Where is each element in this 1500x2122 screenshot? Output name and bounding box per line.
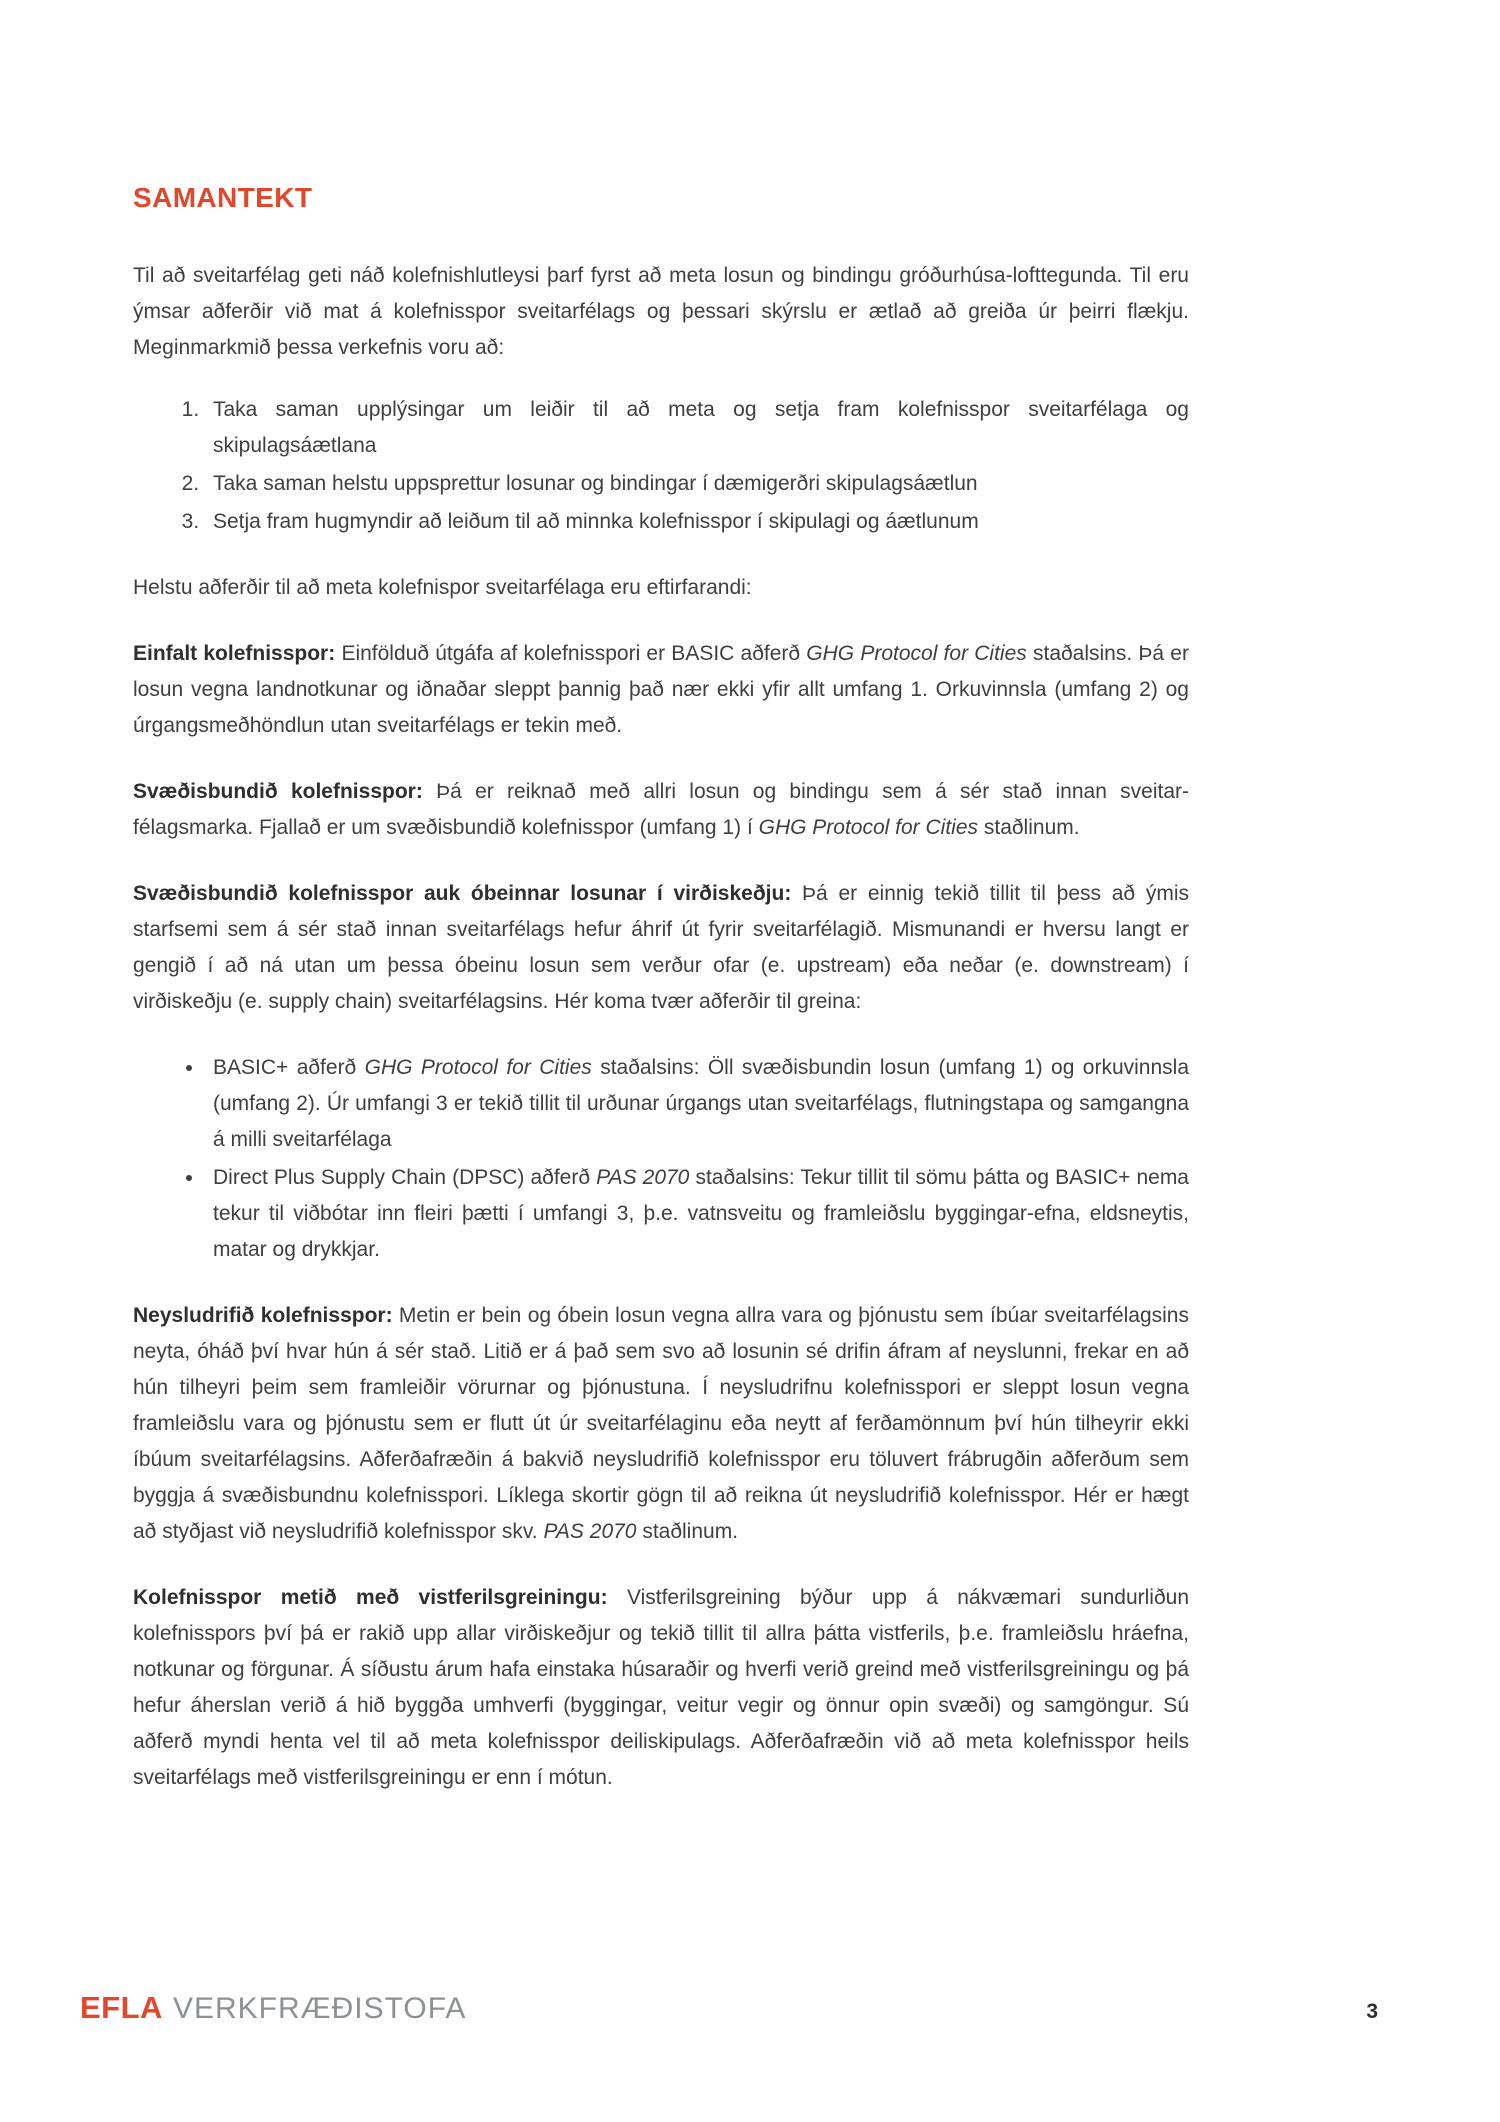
paragraph — [133, 636, 1189, 744]
body-text: staðalsins. Þá er losun vegna landnotkunar og iðnaðar sleppt þannig það nær ekki yfir allt umfang 1. Orkuvinnsla (umfang 2) og úrgangsmeðhöndlun utan sveitarfélags er tekin með. — [133, 642, 1189, 737]
body-text: staðlinum. — [636, 1520, 739, 1543]
bold-text: Kolefnisspor metið með vistferilsgreiningu: — [133, 1586, 627, 1609]
body-text: staðalsins: Öll svæðisbundin losun (umfang 1) og orkuvinnsla (umfang 2). Úr umfangi 3 er tekið tillit til urðunar úrgangs utan sveitarfélags, flutningstapa og samgangna á milli sveitarfélaga — [213, 1056, 1189, 1151]
page-number: 3 — [1366, 2000, 1378, 2023]
body-text: Metin er bein og óbein losun vegna allra vara og þjónustu sem íbúar sveitarfélagsins neyta, óháð því hvar hún á sér stað. Litið er á það sem svo að losunin sé drifin áfram af neyslunni, frekar en að hún tilheyri þeim sem framleiðir vörurnar og þjónustuna. Í neysludrifnu kolefnisspori er sleppt losun vegna framleiðslu vara og þjónustu sem er flutt út úr sveitarfélaginu eða neytt af ferðamönnum því hún tilheyrir ekki íbúum sveitarfélagsins. Aðferðafræðin á bakvið neysludrifið kolefnisspor eru töluvert frábrugðin aðferðum sem byggja á svæðisbundnu kolefnisspori. Líklega skortir gögn til að reikna út neysludrifið kolefnisspor. Hér er hægt að styðjast við neysludrifið kolefnisspor skv. — [133, 1304, 1189, 1543]
list-item — [205, 504, 1189, 540]
body-text: Taka saman helstu uppsprettur losunar og bindingar í dæmigerðri skipulagsáætlun — [213, 472, 978, 495]
italic-text: PAS 2070 — [543, 1520, 637, 1543]
paragraph — [133, 1298, 1189, 1550]
italic-text: GHG Protocol for Cities — [364, 1056, 592, 1079]
paragraph — [133, 1580, 1189, 1796]
bold-text: Einfalt kolefnisspor: — [133, 642, 342, 665]
document-body — [133, 258, 1189, 1796]
body-text: staðlinum. — [978, 816, 1080, 839]
bold-text: Svæðisbundið kolefnisspor: — [133, 780, 437, 803]
body-text: staðalsins: Tekur tillit til sömu þátta og BASIC+ nema tekur til viðbótar inn fleiri þætti í umfangi 3, þ.e. vatnsveitu og framleiðslu byggingar-efna, eldsneytis, matar og drykkjar. — [213, 1166, 1189, 1261]
body-text: BASIC+ aðferð — [213, 1056, 365, 1079]
paragraph — [133, 774, 1189, 846]
body-text: Setja fram hugmyndir að leiðum til að minnka kolefnisspor í skipulagi og áætlunum — [213, 510, 979, 533]
page-title: SAMANTEKT — [133, 182, 313, 213]
logo-text-secondary: VERKFRÆÐISTOFA — [172, 1992, 467, 2025]
body-text: Einfölduð útgáfa af kolefnisspori er BASIC aðferð — [341, 642, 807, 665]
body-text: Þá er einnig tekið tillit til þess að ýmis starfsemi sem á sér stað innan sveitarfélags hefur áhrif út fyrir sveitarfélagið. Mismunandi er hversu langt er gengið í að ná utan um þessa óbeinu losun sem verður ofar (e. upstream) eða neðar (e. downstream) í virðiskeðju (e. supply chain) sveitarfélagsins. Hér koma tvær aðferðir til greina: — [133, 882, 1190, 1013]
list-item — [205, 1050, 1189, 1158]
italic-text: PAS 2070 — [596, 1166, 690, 1189]
numbered-list — [133, 392, 1189, 540]
paragraph — [133, 258, 1189, 366]
body-text: Til að sveitarfélag geti náð kolefnishlutleysi þarf fyrst að meta losun og bindingu gróðurhúsa-lofttegunda. Til eru ýmsar aðferðir við mat á kolefnisspor sveitarfélags og þessari skýrslu er ætlað að greiða úr þeirri flækju. Meginmarkmið þessa verkefnis voru að: — [133, 264, 1189, 359]
bold-text: Svæðisbundið kolefnisspor auk óbeinnar losunar í virðiskeðju: — [133, 882, 803, 905]
document-content — [133, 182, 1189, 1826]
logo-text-primary: EFLA — [80, 1990, 163, 2025]
page-footer — [80, 1990, 1378, 2026]
bold-text: Neysludrifið kolefnisspor: — [133, 1304, 399, 1327]
body-text: Þá er reiknað með allri losun og bindingu sem á sér stað innan sveitar-félagsmarka. Fjallað er um svæðisbundið kolefnisspor (umfang 1) í — [133, 780, 1190, 839]
body-text: Helstu aðferðir til að meta kolefnispor sveitarfélaga eru eftirfarandi: — [133, 576, 752, 599]
paragraph — [133, 570, 1189, 606]
bullet-list — [133, 1050, 1189, 1268]
efla-logo — [80, 1990, 466, 2026]
italic-text: GHG Protocol for Cities — [758, 816, 979, 839]
paragraph — [133, 876, 1189, 1020]
body-text: Vistferilsgreining býður upp á nákvæmari sundurliðun kolefnisspors því þá er rakið upp allar virðiskeðjur og tekið tillit til allra þátta vistferils, þ.e. framleiðslu hráefna, notkunar og förgunar. Á síðustu árum hafa einstaka húsaraðir og hverfi verið greind með vistferilsgreiningu og þá hefur áherslan verið á hið byggða umhverfi (byggingar, veitur vegir og önnur opin svæði) og samgöngur. Sú aðferð myndi henta vel til að meta kolefnisspor deiliskipulags. Aðferðafræðin við að meta kolefnisspor heils sveitarfélags með vistferilsgreiningu er enn í mótun. — [133, 1586, 1190, 1789]
body-text: Taka saman upplýsingar um leiðir til að meta og setja fram kolefnisspor sveitarfélaga og skipulagsáætlana — [213, 398, 1189, 457]
list-item — [205, 1160, 1189, 1268]
body-text: Direct Plus Supply Chain (DPSC) aðferð — [213, 1166, 597, 1189]
italic-text: GHG Protocol for Cities — [806, 642, 1027, 665]
list-item — [205, 466, 1189, 502]
list-item — [205, 392, 1189, 464]
